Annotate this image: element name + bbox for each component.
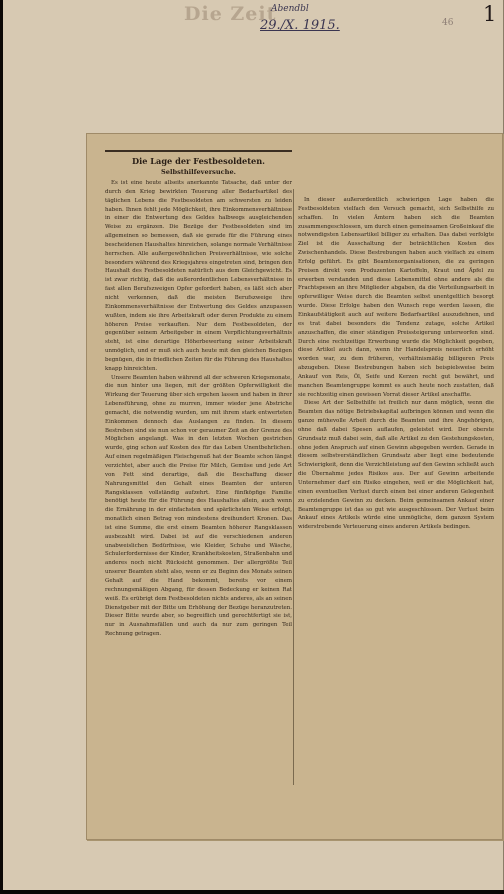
paragraph: In dieser außerordentlich schwierigen Lage haben die Festbesoldeten vielfach den Versuch gemacht, sich Selbsthilfe zu schaffen. In vielen Ämtern haben sich die Beamten zusammengeschlossen, um durch einen gemeinsamen Großeinkauf die notwendigsten Lebensartikel billiger zu erhalten. Das dabei verfolgte Ziel ist die Ausschaltung der beträchtlichen Kosten des Zwischenhandels. Diese Bestrebungen haben auch vielfach zu einem Erfolg geführt. Es gibt Beamtenorganisationen, die zu geringen Preisen direkt vom Produzenten Kartoffeln, Kraut und Äpfel zu erwerben verstanden und diese Lebensmittel ohne andere als die Frachtspesen an ihre Mitglieder abgaben, da die Verteilungsarbeit in opferwilliger Weise durch die Beamten selbst unentgeltlich besorgt wurde. Diese Erfolge haben den Wunsch rege werden lassen, die Einkaufstätigkeit auch auf weitere Bedarfsartikel auszudehnen, und es trat dabei besonders die Tendenz zutage, solche Artikel anzuschaffen, die einer ständigen Preissteigerung unterworfen sind. Durch eine rechtzeitige Erwerbung wurde die Möglichkeit gegeben, diese Artikel auch dann, wenn ihr Handelspreis neuerlich erhöht worden war, zu dem früheren, verhältnismäßig billigeren Preis abzugeben. Diese Bestrebungen haben sich beispielsweise beim Ankauf von Reis, Öl, Seife und Kerzen recht gut bewährt, und manchen Beamtengruppe kommt es auch heute noch zustatten, daß sie rechtzeitig einen gewissen Vorrat dieser Artikel anschaffte. [298,197,494,398]
paragraph: Es ist eine heute allseits anerkannte Tatsache, daß unter der durch den Krieg bewirkten Teuerung aller Bedarfsartikel des täglichen Lebens die Festbesoldeten am schwersten zu leiden haben. Ihnen fehlt jede Möglichkeit, ihre Einkommensverhältnisse in einer die Entwertung des Geldes halbwegs ausgleichenden Weise zu ergänzen. Die Bezüge der Festbesoldeten sind im allgemeinen so bemessen, daß sie gerade für die Führung eines bescheidenen Haushaltes hinreichen, solange normale Verhältnisse herrschen. Alle außergewöhnlichen Preisverhältnisse, wie solche besonders während des Kriegsjahres eingetreten sind, bringen den Haushalt des Festbesoldeten natürlich aus dem Gleichgewicht. Es ist zwar richtig, daß die außerordentlichen Lebensverhältnisse in fast allen Berufszweigen Opfer gefordert haben, es läßt sich aber nicht verkennen, daß die meisten Berufszweige ihre Einkommensverhältnisse der Entwertung des Geldes anzupassen wußten, indem sie ihre Arbeitskraft oder deren Produkte zu einem höheren Preise verkauften. Nur dem Festbesoldeten, der gegenüber seinem Arbeitgeber in einem Verpflichtungsverhältnis steht, ist eine derartige Höherbewertung seiner Arbeitskraft unmöglich, und er muß sich auch heute mit den gleichen Bezügen begnügen, die in friedlichen Zeiten für die Führung des Haushaltes knapp hinreichten. [105,180,292,372]
article-title: Die Lage der Festbesoldeten. [131,156,266,166]
ink-number: 1 [483,2,497,26]
article-subtitle: Selbsthilfeversuche. [161,168,236,176]
newspaper-masthead: Die Zeit [184,3,277,25]
pencil-number: 46 [442,18,454,28]
newspaper-clipping [86,133,503,840]
article-column-right [298,196,494,532]
top-rule [105,150,292,152]
handwritten-date: 29./X. 1915. [260,18,340,33]
archive-card [3,0,504,890]
paragraph: Diese Art der Selbsthilfe ist freilich nur dann möglich, wenn die Beamten das nötige Betriebskapital aufbringen können und wenn die ganze mühevolle Arbeit durch die Beamten und ihre Angehörigen, ohne daß dabei Spesen auflaufen, geleistet wird. Der oberste Grundsatz muß dabei sein, daß alle Artikel zu den Gestehungskosten, ohne jeden Anspruch auf einen Gewinn abgegeben werden. Gerade in diesem selbstverständlichen Grundsatz aber liegt eine bedeutende Schwierigkeit, denn die Verzichtleistung auf den Gewinn schließt auch die Übernahme jedes Risikos aus. Der auf Gewinn arbeitende Unternehmer darf ein Risiko eingehen, weil er die Möglichkeit hat, einen eventuellen Verlust durch einen bei einer anderen Gelegenheit zu erzielenden Gewinn zu decken. Beim gemeinsamen Ankauf einer Beamtengruppe ist das so gut wie ausgeschlossen. Der Verlust beim Ankauf eines Artikels würde eine unmögliche, dem ganzen System widerstrebende Verteuerung eines anderen Artikels bedingen. [298,400,494,531]
article-column-left [105,144,292,639]
paragraph: Unsere Beamten haben während all der schweren Kriegsmonate, die nun hinter uns liegen, mit der größten Opferwilligkeit die Wirkung der Teuerung über sich ergehen lassen und haben in ihrer Lebensführung, ohne zu murren, immer wieder jene Abstriche gemacht, die notwendig wurden, um mit ihrem stark entwerteten Einkommen dennoch das Auslangen zu finden. In diesem Bestreben sind sie nun schon vor geraumer Zeit an der Grenze des Möglichen angelangt. Was in den letzten Wochen gestrichen wurde, ging schon auf Kosten des für das Leben Unentbehrlichen. Auf einen regelmäßigen Fleischgenuß hat der Beamte schon längst verzichtet, aber auch die Preise für Milch, Gemüse und jede Art von Fett sind derartige, daß die Beschaffung dieser Nahrungsmittel den Gehalt eines Beamten der unteren Rangsklassen vollständig aufzehrt. Eine fünfköpfige Familie benötigt heute für die Führung des Haushaltes allein, auch wenn die Ernährung in der einfachsten und spärlichsten Weise erfolgt, monatlich einen Betrag von mindestens dreihundert Kronen. Das ist eine Summe, die erst einem Beamten höherer Rangsklassen ausbezahlt wird. Dabei ist auf die verschiedenen anderen unabweislichen Bedürfnisse, wie Kleider, Schuhe und Wäsche, Schulerfordernisse der Kinder, Krankheitskosten, Straßenbahn und anderes noch nicht Rücksicht genommen. Der allergrößte Teil unserer Beamten steht also, wenn er zu Beginn des Monats seinen Gehalt auf die Hand bekommt, bereits vor einem rechnungsmäßigen Abgang, für dessen Bedeckung er keinen Rat weiß. Es erübrigt dem Festbesoldeten nichts anderes, als an seinen Dienstgeber mit der Bitte um Erhöhung der Bezüge heranzutreten. Dieser Bitte wurde aber, so begreiflich und gerechtfertigt sie ist, nur in Ausnahmsfällen und auch da nur zum geringen Teil Rechnung getragen. [105,374,292,638]
handwritten-note: Abendbl [271,4,309,14]
column-divider [293,189,294,785]
